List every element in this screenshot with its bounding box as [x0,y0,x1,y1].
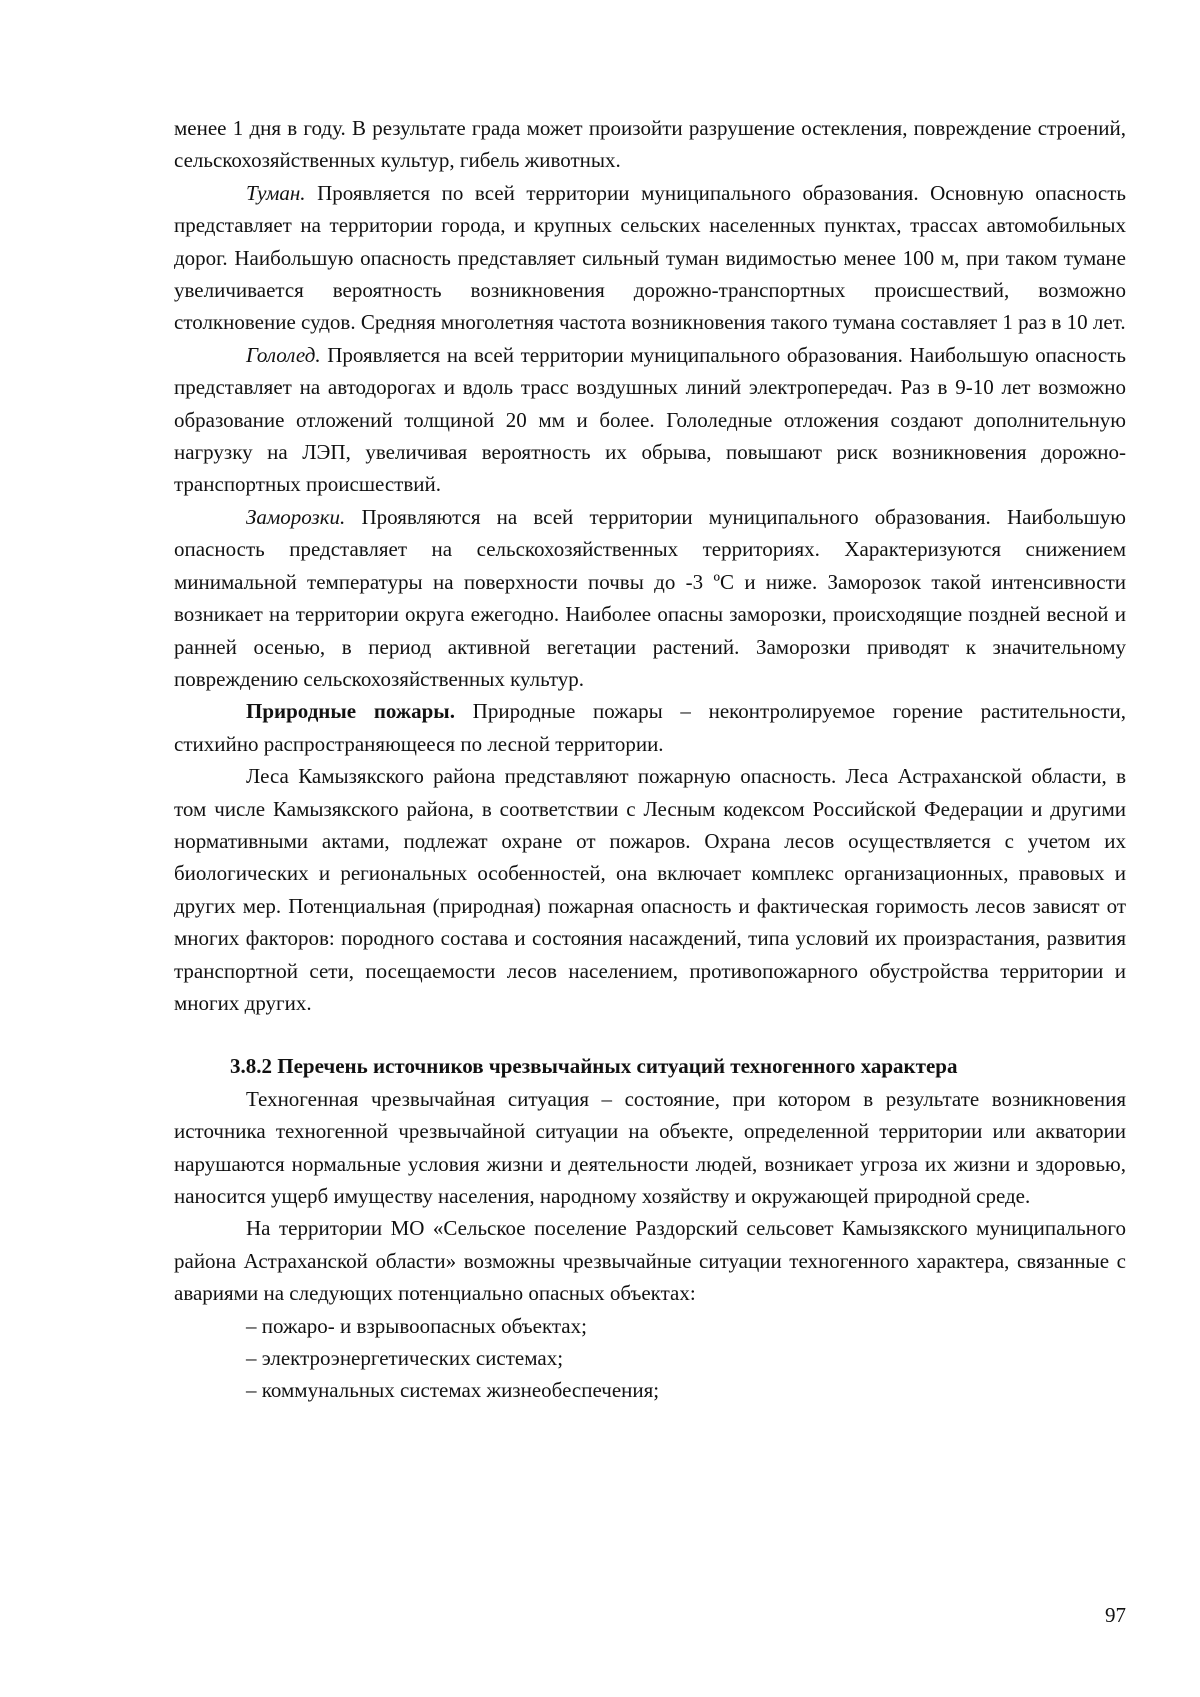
paragraph-territory: На территории МО «Сельское поселение Раздорский сельсовет Камызякского муниципального района Астраханской области» возможны чрезвычайные ситуации техногенного характера, связанные с авариями на следующих потенциально опасных объектах: [174,1216,1126,1306]
term-wildfires: Природные пожары. [246,699,455,724]
paragraph-frost-text: Проявляются на всей территории муниципального образования. Наибольшую опасность представляет на сельскохозяйственных территориях. Характеризуются снижением минимальной температуры на поверхности почвы до -3 ºС и ниже. Заморозок такой интенсивности возникает на территории округа ежегодно. Наиболее опасны заморозки, происходящие поздней весной и ранней осенью, в период активной вегетации растений. Заморозки приводят к значительному повреждению сельскохозяйственных культур. [174,504,1126,691]
page-number: 97 [1105,1603,1126,1627]
paragraph-forests: Леса Камызякского района представляют пожарную опасность. Леса Астраханской области, в том числе Камызякского района, в соответствии с Лесным кодексом Российской Федерации и другими нормативными актами, подлежат охране от пожаров. Охрана лесов осуществляется с учетом их биологических и региональных особенностей, она включает комплекс организационных, правовых и других мер. Потенциальная (природная) пожарная опасность и фактическая горимость лесов зависят от многих факторов: породного состава и состояния насаждений, типа условий их произрастания, развития транспортной сети, посещаемости лесов населением, противопожарного обустройства территории и многих других. [174,764,1126,1015]
hazard-object-list [174,1310,1126,1407]
paragraph-wildfires [174,695,1126,760]
list-item: – коммунальных системах жизнеобеспечения; [246,1378,660,1403]
paragraph-ice [174,339,1126,501]
paragraph-ice-text: Проявляется на всей территории муниципального образования. Наибольшую опасность представляет на автодорогах и вдоль трасс воздушных линий электропередач. Раз в 9-10 лет возможно образование отложений толщиной 20 мм и более. Гололедные отложения создают дополнительную нагрузку на ЛЭП, увеличивая вероятность их обрыва, повышают риск возникновения дорожно-транспортных происшествий. [174,342,1126,497]
term-ice: Гололед. [246,342,321,367]
term-fog: Туман. [246,180,306,205]
paragraph-fog [174,177,1126,339]
list-item: – электроэнергетических системах; [246,1346,564,1371]
paragraph-hail-continued: менее 1 дня в году. В результате града может произойти разрушение остекления, повреждение строений, сельскохозяйственных культур, гибель животных. [174,116,1126,173]
paragraph-frost [174,501,1126,695]
list-item: – пожаро- и взрывоопасных объектах; [246,1313,587,1338]
paragraph-technogenic-definition: Техногенная чрезвычайная ситуация – состояние, при котором в результате возникновения источника техногенной чрезвычайной ситуации на объекте, определенной территории или акватории нарушаются нормальные условия жизни и деятельности людей, возникает угроза их жизни и здоровью, наносится ущерб имуществу населения, народному хозяйству и окружающей природной среде. [174,1086,1126,1208]
document-page [174,112,1126,1407]
paragraph-fog-text: Проявляется по всей территории муниципального образования. Основную опасность представляет на территории города, и крупных сельских населенных пунктах, трассах автомобильных дорог. Наибольшую опасность представляет сильный туман видимостью менее 100 м, при таком тумане увеличивается вероятность возникновения дорожно-транспортных происшествий, возможно столкновение судов. Средняя многолетняя частота возникновения такого тумана составляет 1 раз в 10 лет. [174,180,1126,335]
term-frost: Заморозки. [246,504,346,529]
section-heading: 3.8.2 Перечень источников чрезвычайных ситуаций техногенного характера [230,1054,958,1079]
paragraph-wildfires-text: Природные пожары – неконтролируемое горение растительности, стихийно распространяющееся по лесной территории. [174,699,1126,756]
